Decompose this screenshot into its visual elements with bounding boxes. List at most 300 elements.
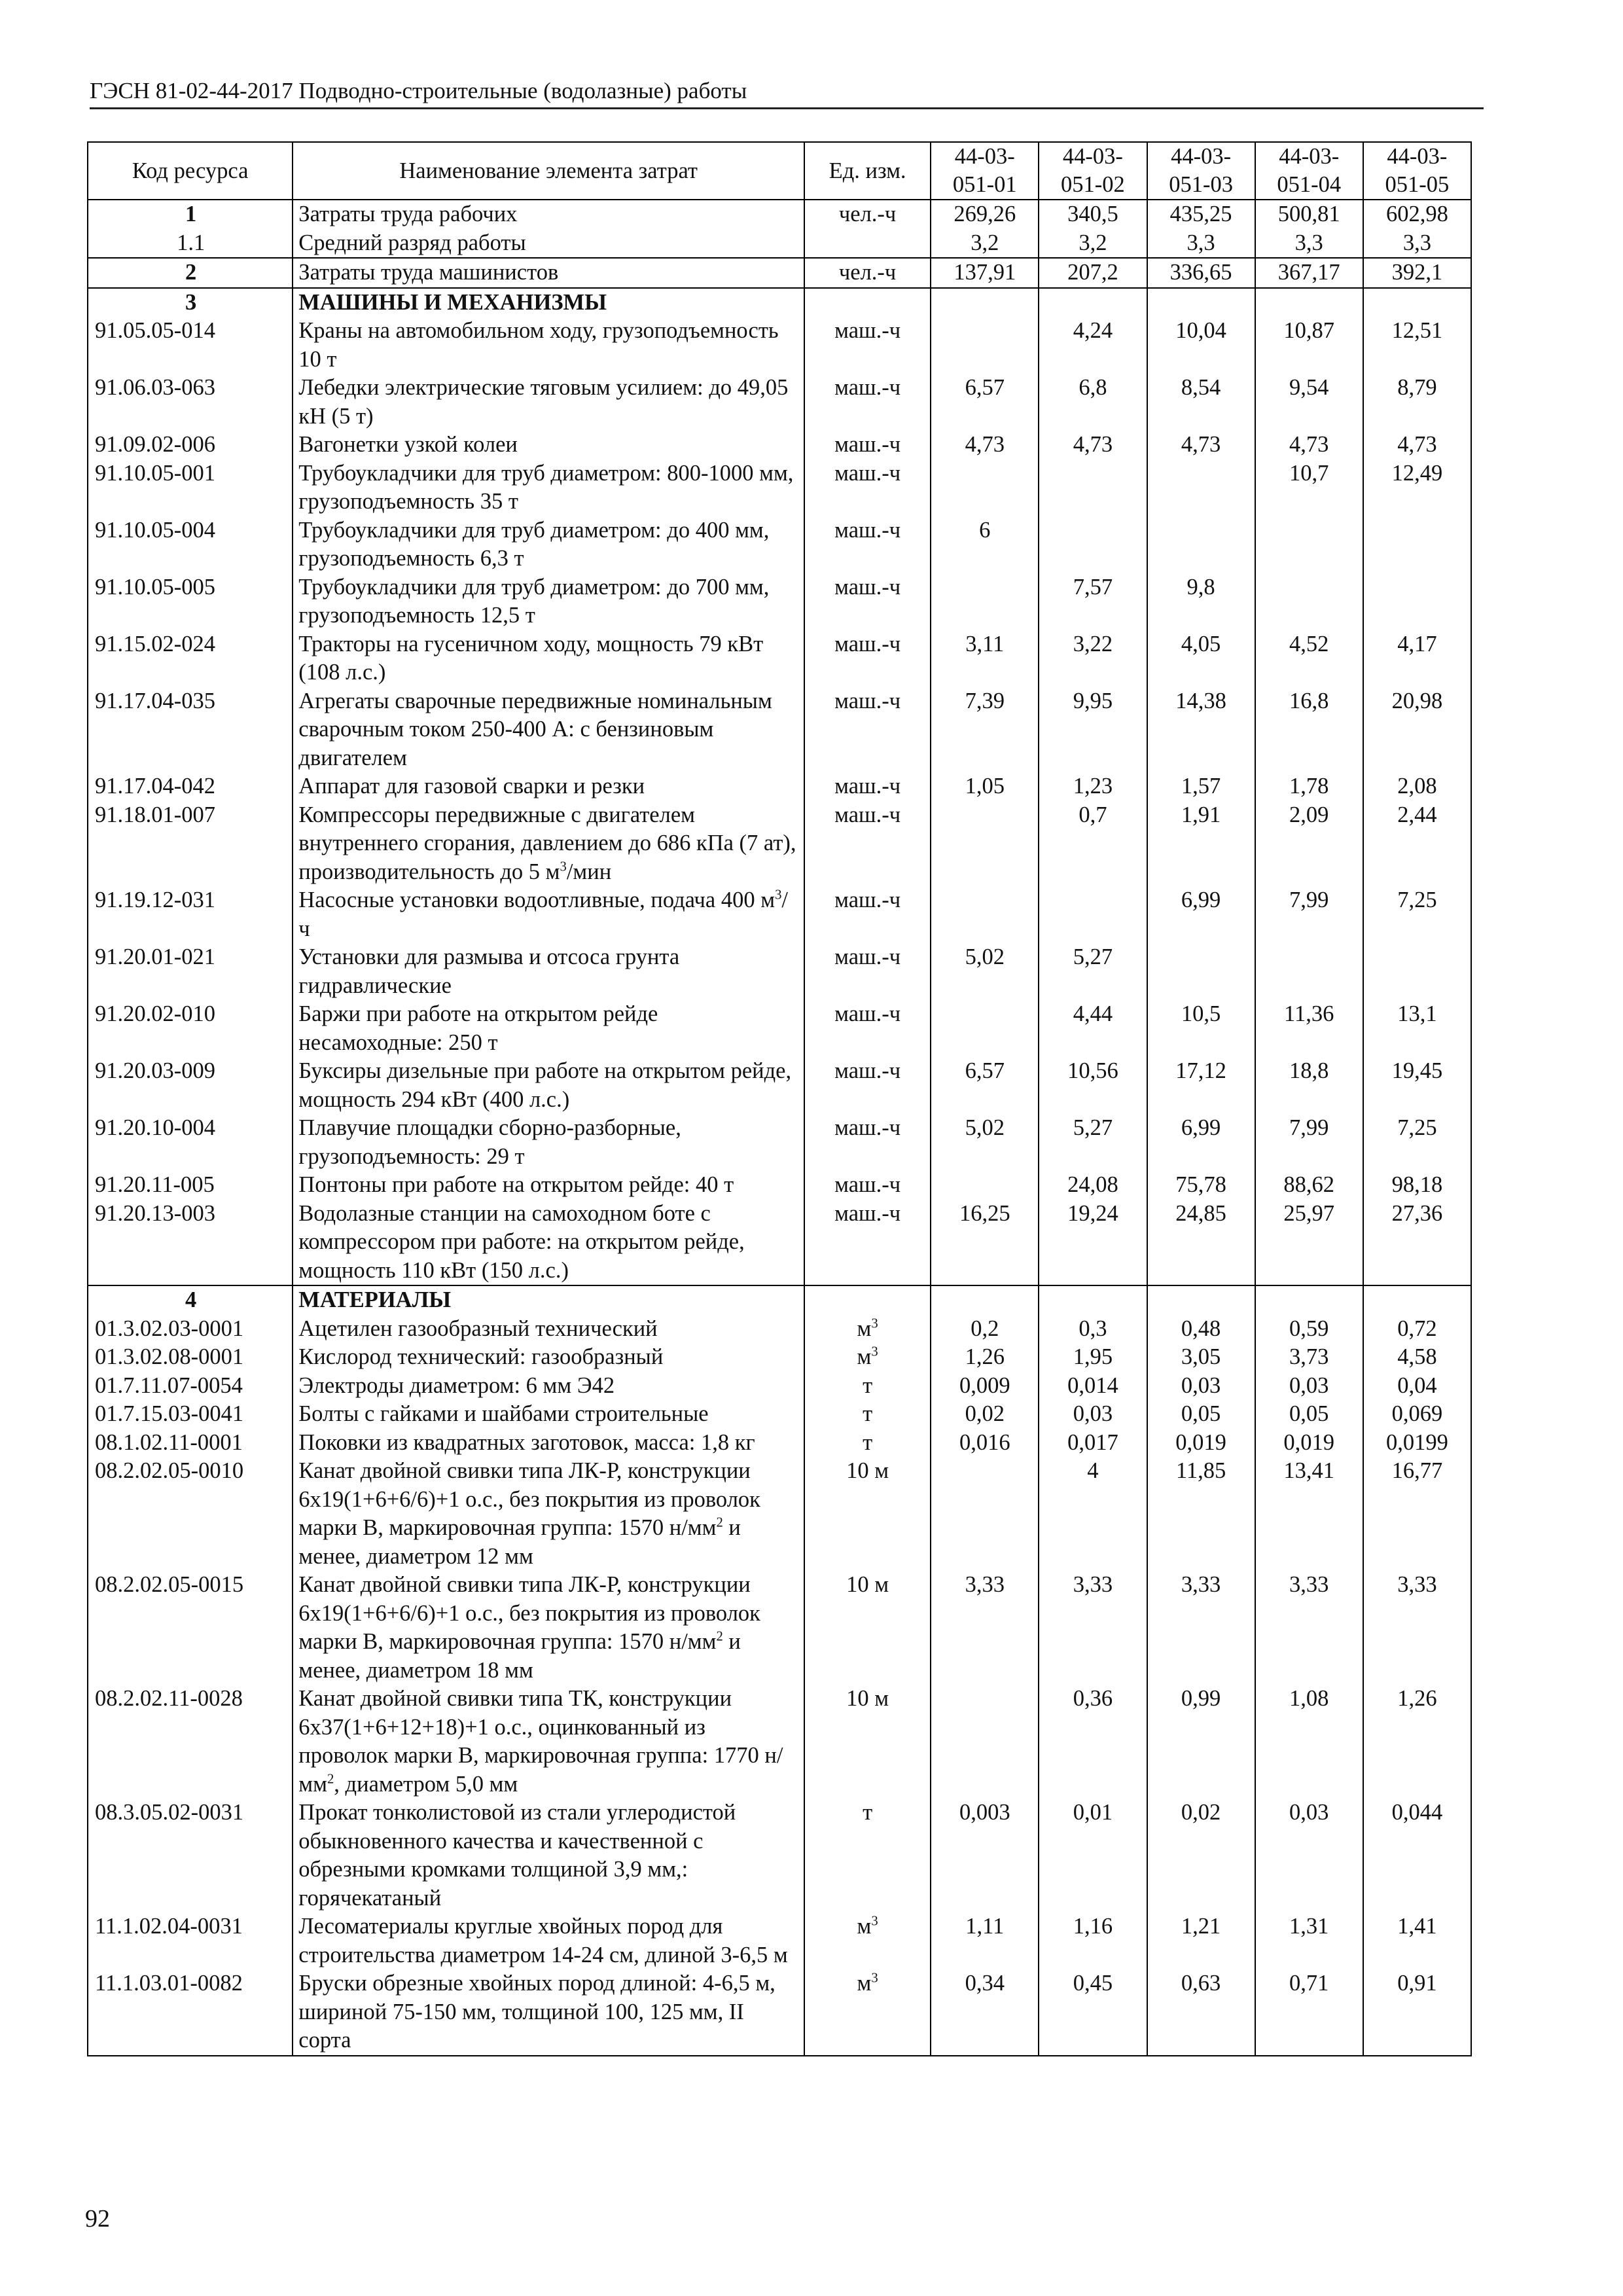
value-cell-c4 <box>1255 943 1363 1000</box>
value-cell-c5: 3,33 <box>1363 1571 1471 1685</box>
value-cell-c2: 24,08 <box>1039 1171 1147 1200</box>
unit-superscript: 3 <box>871 1914 878 1929</box>
resource-code: 91.20.02-010 <box>88 1000 293 1057</box>
superscript: 2 <box>716 1629 723 1644</box>
table-row <box>88 1200 1471 1286</box>
table-row <box>88 1114 1471 1171</box>
resource-name <box>293 1571 804 1685</box>
table-row <box>88 1171 1471 1200</box>
col-header-c5: 44-03-051-05 <box>1363 142 1471 200</box>
resource-name-text: Затраты труда рабочих <box>298 202 518 226</box>
resource-name <box>293 200 804 229</box>
value-cell-c4: 16,8 <box>1255 687 1363 773</box>
value-cell-c1: 3,2 <box>931 229 1039 259</box>
resource-code: 91.05.05-014 <box>88 317 293 374</box>
value-cell-c4: 3,3 <box>1255 229 1363 259</box>
value-cell-c2 <box>1039 1285 1147 1315</box>
value-cell-c2: 1,95 <box>1039 1343 1147 1372</box>
resource-name-text: Электроды диаметром: 6 мм Э42 <box>298 1372 615 1398</box>
resource-code: 01.3.02.08-0001 <box>88 1343 293 1372</box>
resource-code: 11.1.03.01-0082 <box>88 1969 293 2056</box>
resource-name <box>293 1457 804 1571</box>
resource-name-text: Болты с гайками и шайбами строительные <box>298 1401 709 1426</box>
resource-code: 01.7.11.07-0054 <box>88 1372 293 1401</box>
unit-text: маш.-ч <box>834 1172 901 1197</box>
value-cell-c1 <box>931 1685 1039 1799</box>
table-row <box>88 374 1471 431</box>
value-cell-c4 <box>1255 573 1363 630</box>
value-cell-c5: 19,45 <box>1363 1057 1471 1114</box>
resource-code: 08.2.02.05-0010 <box>88 1457 293 1571</box>
value-cell-c2: 340,5 <box>1039 200 1147 229</box>
resource-name-text: Плавучие площадки сборно-разборные, грузоподъемность: 29 т <box>298 1115 681 1169</box>
resource-name-text: Поковки из квадратных заготовок, масса: 1,8 кг <box>298 1429 755 1455</box>
table-row <box>88 1057 1471 1114</box>
value-cell-c5: 4,17 <box>1363 630 1471 687</box>
value-cell-c1 <box>931 1000 1039 1057</box>
unit-text: маш.-ч <box>834 802 901 827</box>
resource-name-text: Установки для размыва и отсоса грунта гидравлические <box>298 944 680 998</box>
resource-name <box>293 229 804 259</box>
resource-name-text: Прокат тонколистовой из стали углеродистой обыкновенного качества и качественной с обрезными кромками толщиной 3,9 мм,: горячекатаный <box>298 1800 736 1910</box>
value-cell-c3 <box>1147 459 1255 516</box>
value-cell-c1: 6,57 <box>931 1057 1039 1114</box>
unit-text: чел.-ч <box>838 202 897 226</box>
unit-text: маш.-ч <box>834 1058 901 1083</box>
value-cell-c2: 9,95 <box>1039 687 1147 773</box>
unit-text: маш.-ч <box>834 517 901 543</box>
unit-text: маш.-ч <box>834 318 901 343</box>
unit-cell <box>804 1457 931 1571</box>
value-cell-c2: 0,36 <box>1039 1685 1147 1799</box>
table-row <box>88 200 1471 229</box>
unit-text: маш.-ч <box>834 375 901 400</box>
value-cell-c3: 17,12 <box>1147 1057 1255 1114</box>
value-cell-c5: 16,77 <box>1363 1457 1471 1571</box>
value-cell-c5: 20,98 <box>1363 687 1471 773</box>
table-row <box>88 317 1471 374</box>
value-cell-c5 <box>1363 1285 1471 1315</box>
unit-text: т <box>863 1429 873 1455</box>
resource-name <box>293 1315 804 1344</box>
col-header-c4: 44-03-051-04 <box>1255 142 1363 200</box>
value-cell-c1 <box>931 288 1039 317</box>
value-cell-c3: 8,54 <box>1147 374 1255 431</box>
resource-code: 91.18.01-007 <box>88 801 293 887</box>
resource-name-text: Агрегаты сварочные передвижные номинальным сварочным током 250-400 А: с бензиновым двигателем <box>298 688 772 770</box>
value-cell-c5 <box>1363 516 1471 573</box>
value-cell-c5 <box>1363 573 1471 630</box>
resource-name <box>293 1799 804 1912</box>
value-cell-c5: 392,1 <box>1363 258 1471 288</box>
value-cell-c4: 10,7 <box>1255 459 1363 516</box>
resource-code: 91.20.11-005 <box>88 1171 293 1200</box>
unit-cell <box>804 374 931 431</box>
table-row <box>88 1685 1471 1799</box>
resource-name <box>293 1685 804 1799</box>
resource-name <box>293 431 804 459</box>
value-cell-c1: 0,009 <box>931 1372 1039 1401</box>
unit-superscript: 3 <box>871 1344 878 1359</box>
value-cell-c1 <box>931 459 1039 516</box>
unit-cell <box>804 459 931 516</box>
resource-name-text: Канат двойной свивки типа ЛК-Р, конструкции 6х19(1+6+6/6)+1 о.с., без покрытия из проволок марки В, маркировочная группа: 1570 н/мм <box>298 1572 760 1654</box>
value-cell-c3: 14,38 <box>1147 687 1255 773</box>
value-cell-c2: 3,33 <box>1039 1571 1147 1685</box>
value-cell-c5 <box>1363 288 1471 317</box>
resource-name <box>293 687 804 773</box>
table-row <box>88 1315 1471 1344</box>
value-cell-c2: 5,27 <box>1039 943 1147 1000</box>
value-cell-c3 <box>1147 288 1255 317</box>
value-cell-c5: 4,73 <box>1363 431 1471 459</box>
value-cell-c3: 4,05 <box>1147 630 1255 687</box>
value-cell-c3: 3,33 <box>1147 1571 1255 1685</box>
unit-cell <box>804 1372 931 1401</box>
resource-code: 91.10.05-001 <box>88 459 293 516</box>
unit-cell <box>804 1400 931 1429</box>
value-cell-c3 <box>1147 943 1255 1000</box>
value-cell-c3 <box>1147 1285 1255 1315</box>
resource-name-text: Канат двойной свивки типа ТК, конструкции 6х37(1+6+12+18)+1 о.с., оцинкованный из проволок марки В, маркировочная группа: 1770 н/мм <box>298 1686 783 1797</box>
unit-cell <box>804 1969 931 2056</box>
resource-name-text: Насосные установки водоотливные, подача 400 м <box>298 888 776 912</box>
value-cell-c4: 0,71 <box>1255 1969 1363 2056</box>
resource-name <box>293 573 804 630</box>
col-header-name: Наименование элемента затрат <box>293 142 804 200</box>
value-cell-c2: 0,3 <box>1039 1315 1147 1344</box>
unit-cell <box>804 772 931 801</box>
value-cell-c5: 0,91 <box>1363 1969 1471 2056</box>
resource-name <box>293 1171 804 1200</box>
unit-text: 10 м <box>846 1686 889 1711</box>
table-row <box>88 1799 1471 1912</box>
table-row <box>88 1429 1471 1458</box>
unit-text: т <box>863 1800 873 1825</box>
resource-code: 08.2.02.05-0015 <box>88 1571 293 1685</box>
value-cell-c3: 0,02 <box>1147 1799 1255 1912</box>
unit-text: 10 м <box>846 1572 889 1597</box>
value-cell-c4: 18,8 <box>1255 1057 1363 1114</box>
resource-name <box>293 459 804 516</box>
resource-code: 91.20.10-004 <box>88 1114 293 1171</box>
resource-name-text: Канат двойной свивки типа ЛК-Р, конструкции 6х19(1+6+6/6)+1 о.с., без покрытия из проволок марки В, маркировочная группа: 1570 н/мм <box>298 1458 760 1540</box>
value-cell-c3 <box>1147 516 1255 573</box>
value-cell-c1: 5,02 <box>931 1114 1039 1171</box>
unit-cell <box>804 1571 931 1685</box>
resource-name-text: Аппарат для газовой сварки и резки <box>298 774 645 798</box>
unit-text: маш.-ч <box>834 574 901 600</box>
value-cell-c5: 0,069 <box>1363 1400 1471 1429</box>
col-header-c3: 44-03-051-03 <box>1147 142 1255 200</box>
resource-name <box>293 1429 804 1458</box>
value-cell-c2 <box>1039 886 1147 943</box>
table-row <box>88 288 1471 317</box>
table-row <box>88 1285 1471 1315</box>
value-cell-c3: 3,05 <box>1147 1343 1255 1372</box>
resource-name-text: Бруски обрезные хвойных пород длиной: 4-6,5 м, шириной 75-150 мм, толщиной 100, 125 мм, II сорта <box>298 1971 776 2053</box>
resource-code: 91.17.04-042 <box>88 772 293 801</box>
resource-name-text: Буксиры дизельные при работе на открытом рейде, мощность 294 кВт (400 л.с.) <box>298 1058 792 1112</box>
unit-cell <box>804 1285 931 1315</box>
value-cell-c1 <box>931 1457 1039 1571</box>
value-cell-c3: 0,99 <box>1147 1685 1255 1799</box>
value-cell-c3: 24,85 <box>1147 1200 1255 1286</box>
resource-name <box>293 1285 804 1315</box>
value-cell-c3: 3,3 <box>1147 229 1255 259</box>
value-cell-c4: 500,81 <box>1255 200 1363 229</box>
resource-name-text: Понтоны при работе на открытом рейде: 40 т <box>298 1172 734 1197</box>
value-cell-c4 <box>1255 1285 1363 1315</box>
value-cell-c3: 1,57 <box>1147 772 1255 801</box>
unit-cell <box>804 1171 931 1200</box>
table-row <box>88 1912 1471 1969</box>
resource-name-text: МАШИНЫ И МЕХАНИЗМЫ <box>298 289 607 315</box>
table-row <box>88 687 1471 773</box>
value-cell-c5: 98,18 <box>1363 1171 1471 1200</box>
unit-cell <box>804 229 931 259</box>
value-cell-c5: 0,72 <box>1363 1315 1471 1344</box>
value-cell-c3: 9,8 <box>1147 573 1255 630</box>
resource-name <box>293 1372 804 1401</box>
value-cell-c3: 1,91 <box>1147 801 1255 887</box>
value-cell-c2: 7,57 <box>1039 573 1147 630</box>
value-cell-c4: 0,59 <box>1255 1315 1363 1344</box>
unit-text: м <box>857 1914 872 1939</box>
value-cell-c4: 3,73 <box>1255 1343 1363 1372</box>
value-cell-c4: 0,05 <box>1255 1400 1363 1429</box>
value-cell-c4: 1,78 <box>1255 772 1363 801</box>
resource-name <box>293 630 804 687</box>
value-cell-c3: 336,65 <box>1147 258 1255 288</box>
unit-cell <box>804 431 931 459</box>
table-row <box>88 630 1471 687</box>
table-row <box>88 516 1471 573</box>
value-cell-c1: 137,91 <box>931 258 1039 288</box>
value-cell-c2: 1,23 <box>1039 772 1147 801</box>
unit-text: 10 м <box>846 1458 889 1483</box>
table-body <box>88 200 1471 2056</box>
resource-name-text: Лесоматериалы круглые хвойных пород для строительства диаметром 14-24 см, длиной 3-6,5 м <box>298 1914 788 1967</box>
value-cell-c5: 602,98 <box>1363 200 1471 229</box>
resource-name-suffix: /ч <box>298 888 788 941</box>
value-cell-c4: 13,41 <box>1255 1457 1363 1571</box>
value-cell-c2: 0,7 <box>1039 801 1147 887</box>
table-row <box>88 459 1471 516</box>
value-cell-c3: 4,73 <box>1147 431 1255 459</box>
resource-code: 08.3.05.02-0031 <box>88 1799 293 1912</box>
unit-cell <box>804 630 931 687</box>
table-row <box>88 1457 1471 1571</box>
value-cell-c5: 2,08 <box>1363 772 1471 801</box>
table-row <box>88 258 1471 288</box>
value-cell-c1: 0,02 <box>931 1400 1039 1429</box>
value-cell-c2: 4,44 <box>1039 1000 1147 1057</box>
superscript: 3 <box>560 859 567 874</box>
resource-code: 91.10.05-004 <box>88 516 293 573</box>
value-cell-c1 <box>931 1171 1039 1200</box>
value-cell-c2: 0,01 <box>1039 1799 1147 1912</box>
resource-name-text: Вагонетки узкой колеи <box>298 432 518 457</box>
value-cell-c5: 8,79 <box>1363 374 1471 431</box>
resource-code: 4 <box>88 1285 293 1315</box>
resource-name <box>293 1114 804 1171</box>
unit-cell <box>804 1912 931 1969</box>
value-cell-c3: 0,63 <box>1147 1969 1255 2056</box>
value-cell-c3: 0,03 <box>1147 1372 1255 1401</box>
resource-name <box>293 1969 804 2056</box>
value-cell-c4: 7,99 <box>1255 886 1363 943</box>
value-cell-c3: 435,25 <box>1147 200 1255 229</box>
table-row <box>88 801 1471 887</box>
value-cell-c4: 88,62 <box>1255 1171 1363 1200</box>
resource-code: 01.7.15.03-0041 <box>88 1400 293 1429</box>
value-cell-c5: 0,044 <box>1363 1799 1471 1912</box>
value-cell-c4 <box>1255 516 1363 573</box>
resource-code: 01.3.02.03-0001 <box>88 1315 293 1344</box>
resource-code: 91.20.13-003 <box>88 1200 293 1286</box>
unit-text: маш.-ч <box>834 1001 901 1026</box>
value-cell-c2: 4,73 <box>1039 431 1147 459</box>
value-cell-c3: 0,48 <box>1147 1315 1255 1344</box>
unit-text: чел.-ч <box>838 260 897 285</box>
resource-name-text: Ацетилен газообразный технический <box>298 1316 658 1341</box>
value-cell-c5: 12,51 <box>1363 317 1471 374</box>
unit-cell <box>804 288 931 317</box>
value-cell-c4: 7,99 <box>1255 1114 1363 1171</box>
resource-name-text: Кислород технический: газообразный <box>298 1344 664 1369</box>
value-cell-c1 <box>931 886 1039 943</box>
resource-code: 91.20.03-009 <box>88 1057 293 1114</box>
value-cell-c3: 0,05 <box>1147 1400 1255 1429</box>
unit-text: т <box>863 1372 873 1398</box>
resource-code: 08.2.02.11-0028 <box>88 1685 293 1799</box>
resource-name <box>293 317 804 374</box>
unit-text: маш.-ч <box>834 774 901 798</box>
value-cell-c1: 0,34 <box>931 1969 1039 2056</box>
table-row <box>88 431 1471 459</box>
value-cell-c4: 11,36 <box>1255 1000 1363 1057</box>
resource-name-suffix: /мин <box>566 859 612 884</box>
resource-name-text: Трубоукладчики для труб диаметром: до 400 мм, грузоподъемность 6,3 т <box>298 517 770 571</box>
value-cell-c5: 27,36 <box>1363 1200 1471 1286</box>
table-header-row <box>88 142 1471 200</box>
value-cell-c5: 0,04 <box>1363 1372 1471 1401</box>
page-number: 92 <box>85 2205 110 2233</box>
resource-code: 3 <box>88 288 293 317</box>
resource-name-text: МАТЕРИАЛЫ <box>298 1287 452 1312</box>
resource-name <box>293 1912 804 1969</box>
unit-cell <box>804 1057 931 1114</box>
value-cell-c2: 0,45 <box>1039 1969 1147 2056</box>
resource-name <box>293 801 804 887</box>
resource-name <box>293 943 804 1000</box>
unit-text: т <box>863 1401 873 1426</box>
value-cell-c5: 7,25 <box>1363 886 1471 943</box>
resource-name-suffix: и менее, диаметром 12 мм <box>298 1515 741 1569</box>
superscript: 2 <box>327 1772 334 1786</box>
unit-cell <box>804 200 931 229</box>
value-cell-c4: 9,54 <box>1255 374 1363 431</box>
table-row <box>88 1400 1471 1429</box>
value-cell-c5: 4,58 <box>1363 1343 1471 1372</box>
unit-cell <box>804 1114 931 1171</box>
resource-code: 1.1 <box>88 229 293 259</box>
unit-cell <box>804 1200 931 1286</box>
resource-name-text: Краны на автомобильном ходу, грузоподъемность 10 т <box>298 318 779 372</box>
unit-cell <box>804 573 931 630</box>
value-cell-c1: 1,11 <box>931 1912 1039 1969</box>
value-cell-c3: 10,5 <box>1147 1000 1255 1057</box>
table-row <box>88 943 1471 1000</box>
value-cell-c2: 6,8 <box>1039 374 1147 431</box>
resource-name <box>293 258 804 288</box>
resource-code: 1 <box>88 200 293 229</box>
resource-name-text: Водолазные станции на самоходном боте с компрессором при работе: на открытом рейде, мощность 110 кВт (150 л.с.) <box>298 1200 745 1283</box>
value-cell-c1: 16,25 <box>931 1200 1039 1286</box>
value-cell-c1: 6 <box>931 516 1039 573</box>
unit-cell <box>804 886 931 943</box>
value-cell-c4: 0,03 <box>1255 1372 1363 1401</box>
value-cell-c4 <box>1255 288 1363 317</box>
resource-code: 91.20.01-021 <box>88 943 293 1000</box>
value-cell-c2: 3,2 <box>1039 229 1147 259</box>
unit-text: маш.-ч <box>834 944 901 969</box>
resource-name-text: Баржи при работе на открытом рейде несамоходные: 250 т <box>298 1001 658 1055</box>
value-cell-c5: 2,44 <box>1363 801 1471 887</box>
resource-code: 91.06.03-063 <box>88 374 293 431</box>
resource-name <box>293 1200 804 1286</box>
value-cell-c2: 1,16 <box>1039 1912 1147 1969</box>
value-cell-c3: 6,99 <box>1147 886 1255 943</box>
value-cell-c1: 6,57 <box>931 374 1039 431</box>
unit-cell <box>804 801 931 887</box>
resource-code: 91.17.04-035 <box>88 687 293 773</box>
value-cell-c4: 0,03 <box>1255 1799 1363 1912</box>
value-cell-c2: 4 <box>1039 1457 1147 1571</box>
resource-name <box>293 374 804 431</box>
resource-name-suffix: , диаметром 5,0 мм <box>334 1771 518 1797</box>
resource-name-text: Средний разряд работы <box>298 230 526 255</box>
unit-text: маш.-ч <box>834 1115 901 1140</box>
unit-cell <box>804 943 931 1000</box>
value-cell-c3: 75,78 <box>1147 1171 1255 1200</box>
value-cell-c5 <box>1363 943 1471 1000</box>
table-row <box>88 886 1471 943</box>
resource-name <box>293 1000 804 1057</box>
resource-name <box>293 1057 804 1114</box>
table-row <box>88 1571 1471 1685</box>
resource-name <box>293 1343 804 1372</box>
value-cell-c1 <box>931 317 1039 374</box>
value-cell-c5: 1,41 <box>1363 1912 1471 1969</box>
resource-code: 91.15.02-024 <box>88 630 293 687</box>
resource-name <box>293 288 804 317</box>
value-cell-c1 <box>931 801 1039 887</box>
resource-name <box>293 516 804 573</box>
value-cell-c3: 0,019 <box>1147 1429 1255 1458</box>
running-header: ГЭСН 81-02-44-2017 Подводно-строительные (водолазные) работы <box>90 77 1484 109</box>
superscript: 2 <box>716 1515 723 1530</box>
value-cell-c2: 10,56 <box>1039 1057 1147 1114</box>
value-cell-c5: 13,1 <box>1363 1000 1471 1057</box>
resource-name-text: Лебедки электрические тяговым усилием: до 49,05 кН (5 т) <box>298 375 789 429</box>
unit-cell <box>804 687 931 773</box>
unit-cell <box>804 1429 931 1458</box>
resource-name-text: Трубоукладчики для труб диаметром: до 700 мм, грузоподъемность 12,5 т <box>298 574 770 628</box>
unit-text: м <box>857 1971 872 1996</box>
value-cell-c1: 1,26 <box>931 1343 1039 1372</box>
